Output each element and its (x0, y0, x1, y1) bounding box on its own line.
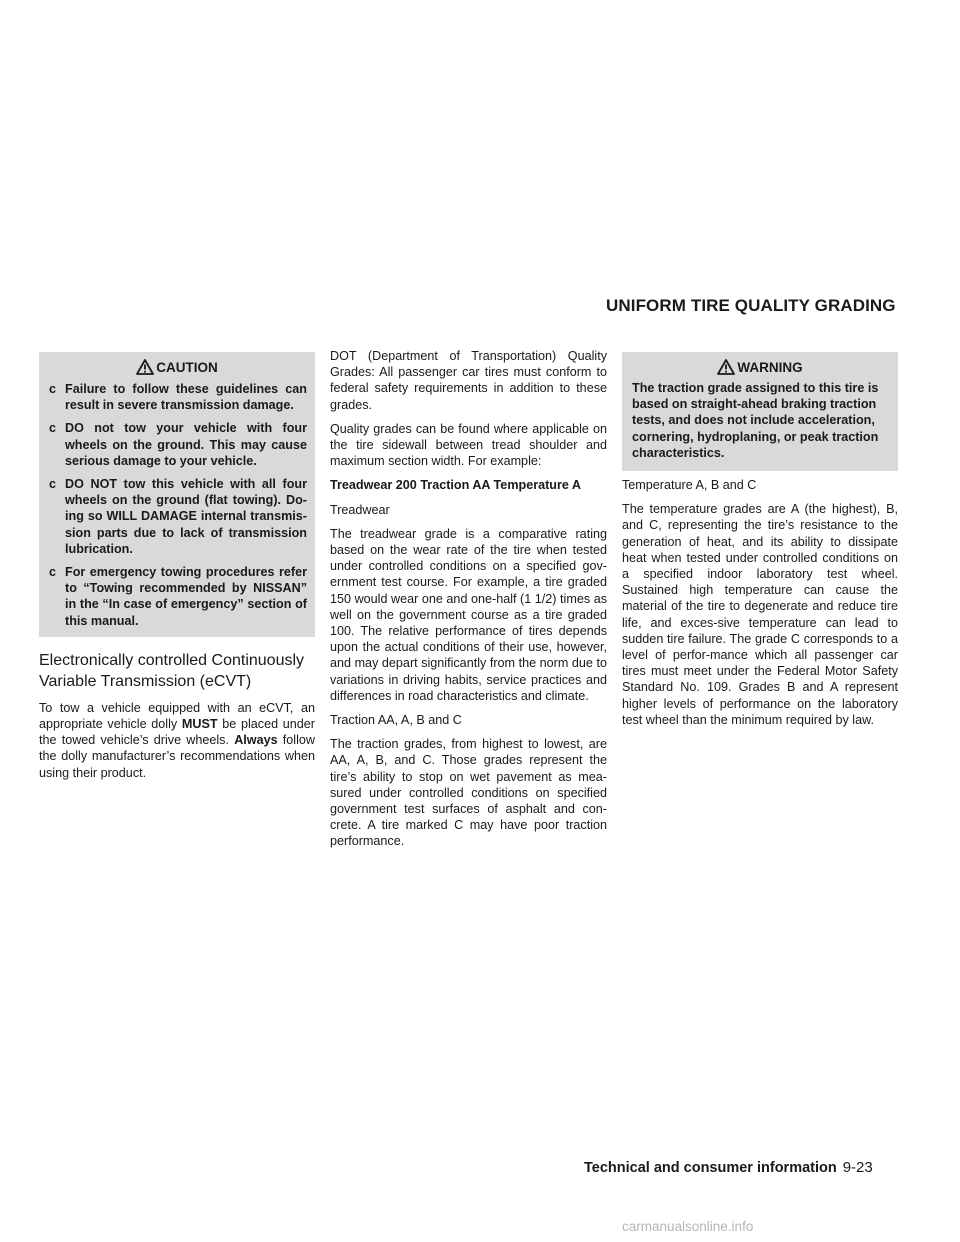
caution-item (47, 476, 307, 557)
page-number: 9-23 (842, 1159, 873, 1176)
dot-paragraph: DOT (Department of Transportation) Quality Grades: All passenger car tires must conform to federal safety requirements in addition to these grades. (330, 349, 607, 412)
quality-paragraph: Quality grades can be found where applicable on the tire sidewall between tread shoulder and maximum section width. For example: (330, 421, 607, 469)
warning-triangle-icon (136, 359, 154, 375)
bullet: c (49, 382, 57, 396)
caution-item (47, 564, 307, 629)
ecvt-heading: Electronically controlled Continuously Variable Transmission (eCVT) (39, 651, 305, 690)
treadwear-paragraph: The treadwear grade is a comparative rating based on the wear rate of the tire when tested under controlled conditions on a specified gov-ernment test course. For example, a tire graded 150 would wear one and one-half (1 1/2) times as well on the government course as a tire graded 100. The relative performance of tires depends upon the actual conditions of their use, however, and may depart significantly from the norm due to variations in driving habits, service practices and differences in road characteristics and climate. (330, 526, 607, 703)
warning-box (622, 352, 898, 471)
grade-example (330, 477, 607, 493)
bullet: c (49, 565, 57, 580)
caution-title-text: CAUTION (156, 359, 218, 375)
warning-text: The traction grade assigned to this tire is based on straight-ahead braking traction tests, and does not include acceleration, cornering, hydroplaning, or peak traction characteristics. (632, 381, 879, 460)
caution-item-text: Failure to follow these guidelines can result in severe transmission damage. (65, 382, 307, 413)
caution-item-text: DO NOT tow this vehicle with all four wheels on the ground (flat towing). Do-ing so WILL DAMAGE internal transmis-sion parts due to lack of transmission lubrication. (65, 477, 307, 556)
ecvt-text: follow the dolly manufacturer’s recommendations when using their product. (39, 733, 315, 780)
column-right (622, 352, 898, 736)
warning-title (630, 356, 890, 378)
traction-paragraph: The traction grades, from highest to lowest, are AA, A, B, and C. Those grades represent the tire’s ability to stop on wet pavement as mea-sured under controlled conditions on specified government test surfaces of asphalt and con-crete. A tire marked C may have poor traction performance. (330, 737, 607, 849)
caution-list (47, 381, 307, 629)
ecvt-paragraph (39, 700, 315, 781)
warning-triangle-icon (717, 359, 735, 375)
watermark: carmanualsonline.info (622, 1219, 754, 1234)
ecvt-text: To tow a vehicle equipped with an eCVT, an appropriate vehicle dolly (39, 700, 315, 732)
caution-item (47, 420, 307, 469)
column-middle (330, 349, 607, 858)
caution-item-text: DO not tow your vehicle with four wheels on the ground. This may cause serious damage to your vehicle. (65, 421, 307, 468)
temperature-label: Temperature A, B and C (622, 478, 757, 493)
column-left (39, 352, 315, 789)
page-footer (584, 1159, 873, 1176)
bullet: c (49, 477, 57, 492)
bullet: c (49, 421, 57, 436)
grade-example-text: Treadwear 200 Traction AA Temperature A (330, 478, 582, 493)
section-title: UNIFORM TIRE QUALITY GRADING (606, 296, 896, 315)
temperature-paragraph: The temperature grades are A (the highest), B, and C, representing the tire’s resistance to the generation of heat, and its ability to dissipate heat when tested under controlled conditions on a specified indoor laboratory test wheel. Sustained high temperature can cause the material of the tire to degenerate and reduce tire life, and exces-sive temperature can lead to sudden tire failure. The grade C corresponds to a level of perfor-mance which all passenger car tires must meet under the Federal Motor Safety Standard No. 109. Grades B and A represent higher levels of performance on the laboratory test wheel than the minimum required by law. (622, 502, 898, 727)
caution-item-text: For emergency towing procedures refer to “Towing recommended by NISSAN” in the “In case of emergency” section of this manual. (65, 565, 307, 628)
ecvt-text: be placed under the towed vehicle’s drive wheels. (39, 717, 316, 748)
caution-title (47, 356, 307, 378)
caution-box (39, 352, 315, 637)
traction-label: Traction AA, A, B and C (330, 713, 462, 728)
warning-title-text: WARNING (737, 359, 803, 375)
ecvt-emphasis-must: MUST (181, 717, 218, 732)
ecvt-emphasis-always: Always (234, 733, 278, 748)
footer-section: Technical and consumer information (584, 1160, 837, 1176)
treadwear-label: Treadwear (330, 502, 390, 517)
caution-item (47, 381, 307, 413)
